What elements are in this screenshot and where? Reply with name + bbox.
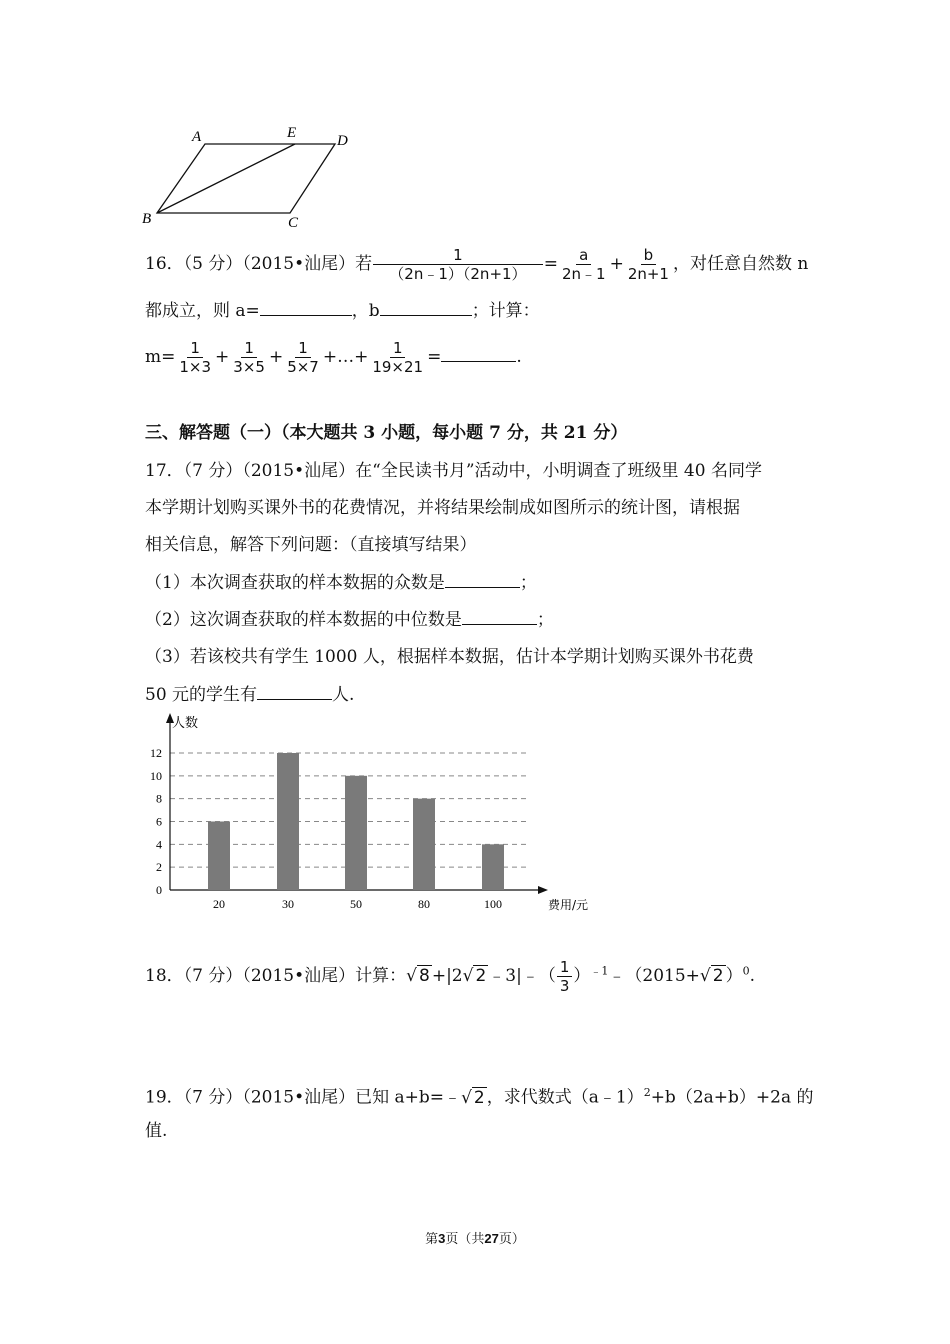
x-tick-label: 80 (418, 897, 430, 911)
sqrt-2-a: √ 2 (462, 966, 487, 986)
y-tick-label: 2 (156, 860, 162, 875)
x-tick-label: 30 (282, 897, 294, 911)
segment-be (157, 144, 295, 213)
bar-20 (208, 822, 230, 891)
term-3: $\frac{1}{5\times 7}$ (287, 339, 319, 376)
q16-main-fraction: $\frac{1}{(2n﹣1)(2n+1)}$ (373, 246, 543, 283)
parallelogram-figure (135, 118, 365, 233)
q18-line: 18．（7 分）（2015•汕尾）计算：√ 8 +|2√ 2 ﹣3|﹣（ $\frac{1}{3}$ ）$^{﹣1}$﹣（2015+√ 2 ）$^0$. (145, 958, 755, 995)
label-c: C (288, 215, 299, 231)
answer-blank-students[interactable] (257, 683, 332, 700)
bar-80 (413, 799, 435, 890)
q17-line1: 17．（7 分）（2015•汕尾）在“全民读书月”活动中，小明调查了班级里 40 名同学 (145, 461, 762, 481)
x-tick-label: 100 (484, 897, 502, 911)
sqrt-8: √ 8 (406, 966, 430, 986)
y-tick-label: 0 (156, 883, 162, 897)
page-footer: 第3页（共27页） (425, 1231, 525, 1247)
page-total: 27 (484, 1231, 499, 1246)
answer-blank-mode[interactable] (445, 571, 520, 588)
q17-line2: 本学期计划购买课外书的花费情况，并将结果绘制成如图所示的统计图，请根据 (145, 498, 740, 518)
label-e: E (287, 125, 297, 141)
x-tick-label: 20 (213, 897, 225, 911)
bar-100 (482, 844, 504, 890)
q16-line1: 16．（5 分）（2015•汕尾）若 $\frac{1}{(2n﹣1)(2n+1)}$ = $\frac{a}{2n﹣1}$ + $\frac{b}{2n+1}$ ，对任意自然数 n (145, 246, 809, 283)
answer-blank-median[interactable] (462, 608, 537, 625)
q17-part3b: 50 元的学生有 人. (145, 685, 355, 705)
term-4: $\frac{1}{19\times 21}$ (372, 339, 424, 376)
section-3-heading: 三、解答题（一）（本大题共 3 小题，每小题 7 分，共 21 分） (145, 423, 628, 443)
q17-part1: （1）本次调查获取的样本数据的众数是 ； (145, 573, 537, 593)
x-axis-arrow (538, 886, 548, 894)
y-tick-label: 6 (156, 814, 162, 829)
q16-fraction-b: $\frac{b}{2n+1}$ (627, 246, 669, 283)
bar-50 (345, 776, 367, 890)
answer-blank-a[interactable] (260, 299, 352, 316)
q16-line3: m= $\frac{1}{1\times 3}$ + $\frac{1}{3\times 5}$ + $\frac{1}{5\times 7}$ +…+ $\frac{1}{19\times 21}$ = . (145, 339, 522, 376)
bar-30 (277, 753, 299, 890)
label-b: B (142, 211, 152, 227)
q17-line3: 相关信息，解答下列问题：（直接填写结果） (145, 535, 477, 555)
parallelogram-abcd (157, 144, 335, 213)
fraction-one-third: $\frac{1}{3}$ (557, 958, 573, 995)
y-tick-label: 10 (150, 768, 162, 783)
q19-line2: 值. (145, 1121, 168, 1141)
y-tick-label: 8 (156, 791, 162, 806)
sqrt-2-c: √ 2 (461, 1087, 485, 1108)
q17-part2: （2）这次调查获取的样本数据的中位数是 ； (145, 610, 554, 630)
q16-line2: 都成立，则 a= ，b ；计算： (145, 301, 540, 321)
term-1: $\frac{1}{1\times 3}$ (179, 339, 212, 376)
sqrt-2-b: √ 2 (699, 966, 724, 986)
q17-part3: （3）若该校共有学生 1000 人，根据样本数据，估计本学期计划购买课外书花费 (145, 647, 754, 667)
y-tick-label: 12 (150, 746, 162, 760)
x-axis-label: 费用/元 (548, 898, 589, 912)
y-tick-label: 4 (156, 837, 162, 852)
x-tick-label: 50 (350, 897, 362, 911)
label-a: A (192, 129, 202, 145)
q16-fraction-a: $\frac{a}{2n﹣1}$ (561, 246, 606, 283)
term-2: $\frac{1}{3\times 5}$ (233, 339, 265, 376)
q19-line1: 19．（7 分）（2015•汕尾）已知 a+b=﹣√ 2 ，求代数式（a﹣1）$^2$+b（2a+b）+2a 的 (145, 1086, 814, 1108)
answer-blank-m[interactable] (441, 345, 516, 362)
page-number: 3 (438, 1231, 446, 1246)
label-d: D (337, 133, 348, 149)
y-axis-label: 人数 (172, 716, 199, 731)
answer-blank-b[interactable] (380, 299, 472, 316)
bar-chart (130, 705, 610, 915)
